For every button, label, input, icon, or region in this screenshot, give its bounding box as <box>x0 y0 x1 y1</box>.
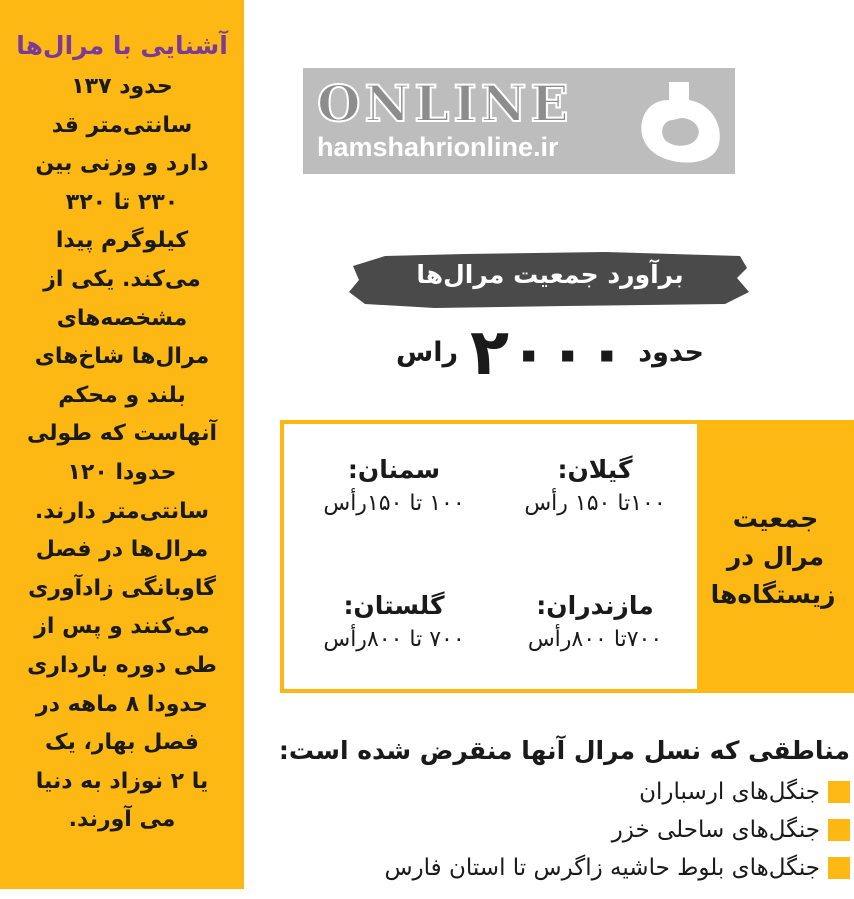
population-label <box>697 420 854 693</box>
region-gilan <box>495 452 695 520</box>
hamshahri-online-logo <box>303 68 735 174</box>
logo-url: hamshahrionline.ir <box>317 132 559 162</box>
population-label-text: جمعیت مرال در زیستگاه‌ها <box>710 503 836 609</box>
sidebar-line: بلند و محکم <box>58 382 186 408</box>
sidebar-line: یا ۲ نوزاد به دنیا <box>35 768 209 794</box>
sidebar-line: مشخصه‌های <box>56 305 188 331</box>
population-estimate <box>395 315 704 390</box>
region-value: ۱۰۰ تا ۱۵۰رأس <box>323 491 465 516</box>
sidebar-line: مرال‌ها شاخ‌های <box>34 344 210 370</box>
info-sidebar <box>0 0 244 889</box>
population-grid <box>284 424 697 689</box>
region-name: گلستان: <box>343 591 445 620</box>
logo-mark-icon <box>629 74 729 168</box>
sidebar-line: آنهاست که طولی <box>27 421 217 447</box>
sidebar-line: مرال‌ها در فصل <box>35 537 209 563</box>
sidebar-line: می‌کنند و پس از <box>34 614 210 640</box>
list-item <box>260 811 850 849</box>
estimate-number: ۲۰۰۰ <box>470 315 627 390</box>
square-bullet-icon <box>828 819 850 841</box>
square-bullet-icon <box>828 857 850 879</box>
estimate-suffix: راس <box>395 337 459 368</box>
list-item-text: جنگل‌های بلوط حاشیه زاگرس تا استان فارس <box>384 855 820 881</box>
region-semnan <box>294 452 494 520</box>
region-name: گیلان: <box>557 455 633 484</box>
sidebar-title: آشنایی با مرال‌ها <box>16 31 228 60</box>
sidebar-line: فصل بهار، یک <box>45 730 199 756</box>
extinct-regions <box>260 733 850 887</box>
region-name: سمنان: <box>347 455 441 484</box>
sidebar-line: سانتی‌متر قد <box>51 112 193 138</box>
region-value: ۷۰۰ تا ۸۰۰رأس <box>323 627 465 652</box>
extinct-title: مناطقی که نسل مرال آنها منقرض شده است: <box>278 736 850 765</box>
sidebar-line: می آورند. <box>68 807 176 833</box>
sidebar-line: حدودا ۸ ماهه در <box>36 691 208 717</box>
sidebar-line: طی دوره بارداری <box>27 652 217 678</box>
region-name: مازندران: <box>536 591 654 620</box>
banner-title: برآورد جمعیت مرال‌ها <box>416 260 684 289</box>
sidebar-line: می‌کند. یکی از <box>43 266 201 292</box>
list-item-text: جنگل‌های ارسباران <box>639 779 820 805</box>
region-value: ۷۰۰تا ۸۰۰رأس <box>527 627 663 652</box>
sidebar-line: دارد و وزنی بین <box>35 151 209 177</box>
list-item-text: جنگل‌های ساحلی خزر <box>611 817 820 843</box>
region-mazandaran <box>495 588 695 656</box>
population-box <box>280 420 854 693</box>
region-value: ۱۰۰تا ۱۵۰ رأس <box>524 491 666 516</box>
region-golestan <box>294 588 494 656</box>
square-bullet-icon <box>828 781 850 803</box>
sidebar-line: کیلوگرم پیدا <box>55 228 189 254</box>
sidebar-line: سانتی‌متر دارند. <box>34 498 210 524</box>
sidebar-line: ۲۳۰ تا ۳۲۰ <box>65 189 179 215</box>
list-item <box>260 773 850 811</box>
logo-wordmark: ONLINE <box>317 74 573 133</box>
sidebar-line: گاوبانگی زادآوری <box>28 575 216 601</box>
list-item <box>260 849 850 887</box>
sidebar-line: حدودا ۱۲۰ <box>67 459 177 485</box>
estimate-prefix: حدود <box>638 337 704 368</box>
sidebar-text <box>0 68 244 840</box>
sidebar-line: حدود ۱۳۷ <box>71 74 173 99</box>
title-banner <box>345 248 755 312</box>
